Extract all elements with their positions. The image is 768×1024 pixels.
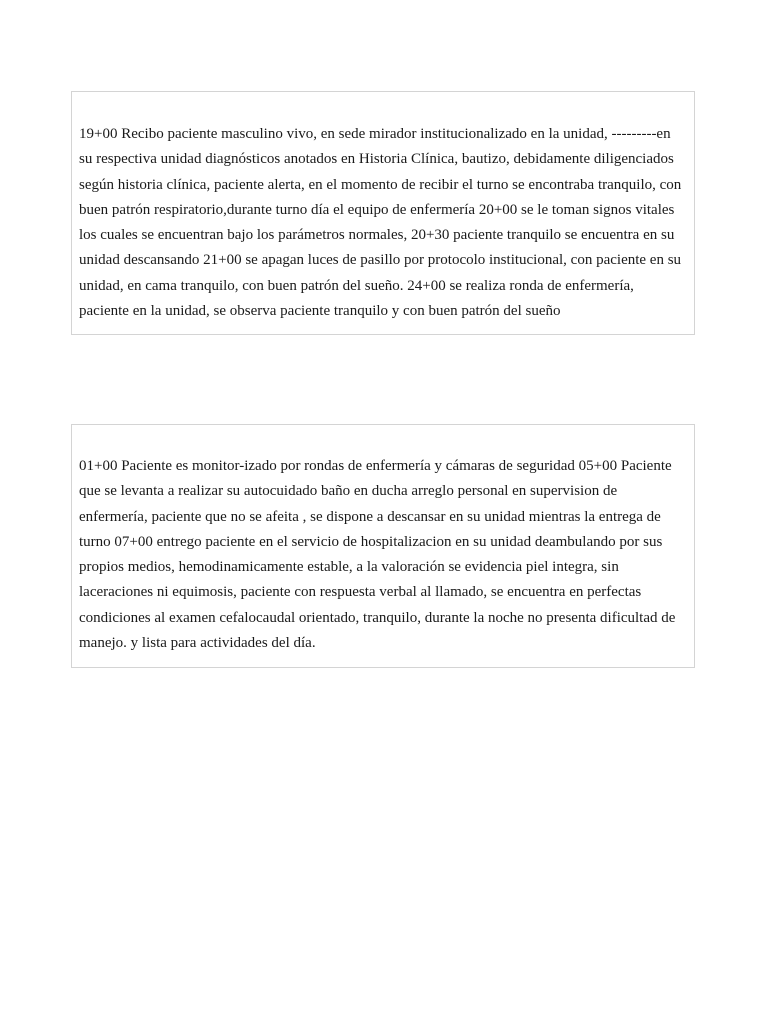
nursing-note-text-morning: 01+00 Paciente es monitor-izado por rondas de enfermería y cámaras de seguridad 05+00 Paciente que se levanta a realizar su autocuidado baño en ducha arreglo personal en supervision de enfermería, paciente que no se afeita , se dispone a descansar en su unidad mientras la entrega de turno 07+00 entrego paciente en el servicio de hospitalizacion en su unidad deambulando por sus propios medios, hemodinamicamente estable, a la valoración se evidencia piel integra, sin laceraciones ni equimosis, paciente con respuesta verbal al llamado, se encuentra en perfectas condiciones al examen cefalocaudal orientado, tranquilo, durante la noche no presenta dificultad de manejo. y lista para actividades del día.	[79, 458, 676, 652]
nursing-note-text-evening: 19+00 Recibo paciente masculino vivo, en sede mirador institucionalizado en la unidad, ---------en su respectiva unidad diagnósticos anotados en Historia Clínica, bautizo, debidamente diligenciados según historia clínica, paciente alerta, en el momento de recibir el turno se encontraba tranquilo, con buen patrón respiratorio,durante turno día el equipo de enfermería 20+00 se le toman signos vitales los cuales se encuentran bajo los parámetros normales, 20+30 paciente tranquilo se encuentra en su unidad descansando 21+00 se apagan luces de pasillo por protocolo institucional, con paciente en su unidad, en cama tranquilo, con buen patrón del sueño. 24+00 se realiza ronda de enfermería, paciente en la unidad, se observa paciente tranquilo y con buen patrón del sueño	[79, 126, 682, 320]
nursing-note-box-evening	[71, 91, 695, 335]
nursing-note-box-morning	[71, 424, 695, 668]
